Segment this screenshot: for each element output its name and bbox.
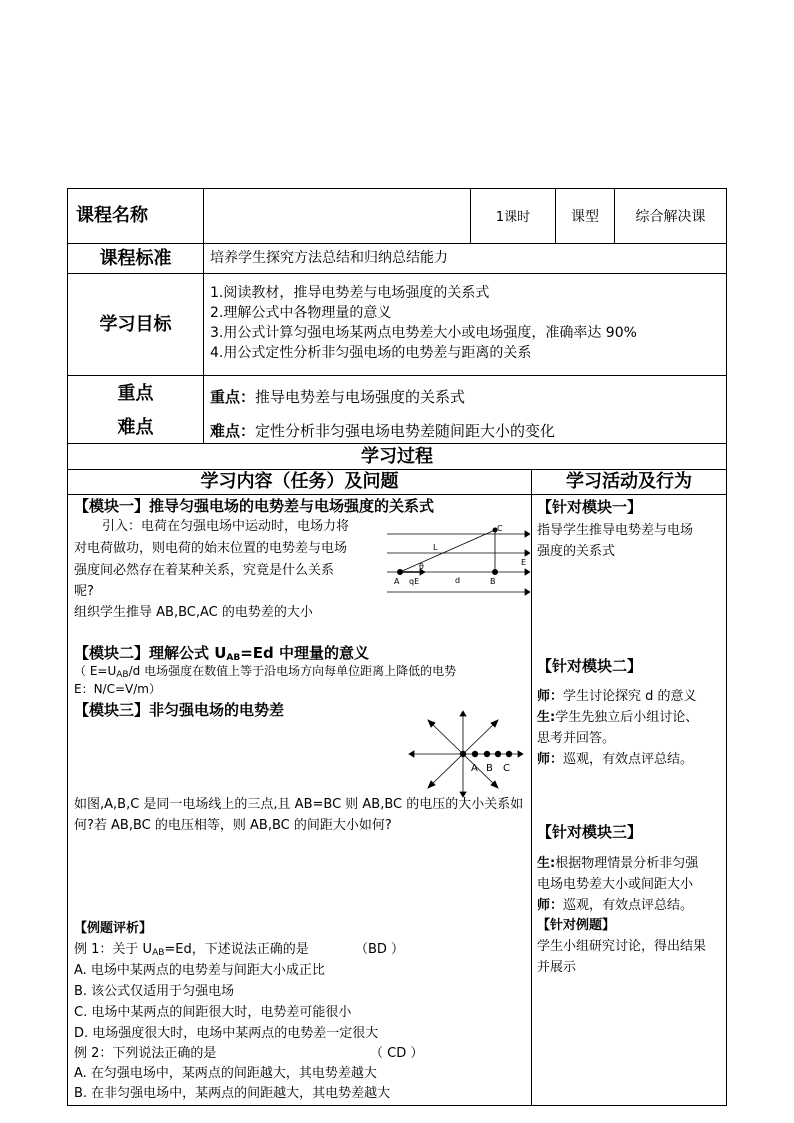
uniform-field-diagram (385, 520, 530, 600)
goals-label: 学习目标 (99, 314, 172, 335)
table-border-right (726, 188, 727, 1106)
right-module1-line: 指导学生推导电势差与电场 (537, 523, 694, 538)
module1-task: 组织学生推导 AB,BC,AC 的电势差的大小 (74, 605, 313, 620)
table-rule (67, 243, 727, 244)
table-border-bottom (67, 1105, 727, 1106)
right-module1-line: 强度的关系式 (537, 544, 616, 559)
example1-option: B. 该公式仅适用于匀强电场 (74, 984, 235, 999)
module2-line: （ $E=U_{AB}/d$ 电场强度在数值上等于沿电场方向每单位距离上降低的电势 (74, 664, 457, 680)
goal-item: 2.理解公式中各物理量的意义 (210, 305, 392, 321)
right-module3-line: 师：巡观，有效点评总结。 (537, 898, 694, 913)
goal-item: 4.用公式定性分析非匀强电场的电势差与距离的关系 (210, 345, 532, 361)
table-rule (67, 494, 727, 495)
example1-option: D. 电场强度很大时，电场中某两点的电势差一定很大 (74, 1026, 379, 1041)
difficult-point: 难点：定性分析非匀强电场电势差随间距大小的变化 (210, 422, 556, 440)
example1-option: A. 电场中某两点的电势差与间距大小成正比 (74, 963, 325, 978)
module1-intro-line: 呢? (74, 584, 94, 599)
table-rule (67, 443, 727, 444)
module3-question: 如图,A,B,C 是同一电场线上的三点,且 AB=BC 则 AB,BC 的电压的大小关系如 (74, 797, 524, 812)
right-module1-title: 【针对模块一】 (537, 498, 643, 516)
right-module3-line: 生:根据物理情景分析非匀强 (537, 856, 699, 871)
example2-stem: 例 2：下列说法正确的是 (74, 1046, 217, 1061)
label-qe: qE (409, 577, 420, 586)
difficult-label: 难点 (117, 417, 154, 438)
nonuniform-field-diagram (408, 710, 526, 800)
example2-answer: （ CD ） (370, 1046, 424, 1061)
label-b: B (490, 577, 496, 586)
left-column-header: 学习内容（任务）及问题 (200, 471, 399, 492)
module3-question: 何?若 AB,BC 的电压相等，则 AB,BC 的间距大小如何? (74, 818, 392, 833)
example1-stem: 例 1：关于 $U_{AB}=Ed$，下述说法正确的是 (74, 942, 309, 958)
table-rule (531, 469, 532, 1106)
course-name-label: 课程名称 (76, 205, 148, 226)
label-theta: θ (419, 562, 424, 571)
module2-title: 【模块二】理解公式 $U_{AB}=Ed$ 中理量的意义 (74, 644, 370, 663)
right-examples-title: 【针对例题】 (537, 918, 616, 933)
right-examples-line: 并展示 (537, 960, 577, 975)
right-examples-line: 学生小组研究讨论，得出结果 (537, 939, 707, 954)
label-a: A (471, 763, 478, 774)
module3-title: 【模块三】非匀强电场的电势差 (74, 701, 285, 719)
label-c: C (503, 763, 510, 774)
right-module2-line: 师：学生讨论探究 d 的意义 (537, 689, 697, 704)
goal-item: 3.用公式计算匀强电场某两点电势差大小或电场强度，准确率达 90% (210, 325, 637, 341)
table-rule (203, 188, 204, 444)
standard-text: 培养学生探究方法总结和归纳总结能力 (210, 250, 448, 266)
table-rule (67, 375, 727, 376)
module1-intro-line: 强度间必然存在着某种关系，究竟是什么关系 (74, 563, 335, 578)
example2-option: B. 在非匀强电场中，某两点的间距越大，其电势差越大 (74, 1086, 391, 1101)
label-b: B (486, 763, 493, 774)
key-label: 重点 (117, 383, 154, 404)
label-l: L (433, 543, 438, 552)
right-module2-line: 师：巡观，有效点评总结。 (537, 752, 694, 767)
goal-item: 1.阅读教材，推导电势差与电场强度的关系式 (210, 285, 490, 301)
label-a: A (394, 577, 400, 586)
right-module2-line: 生:学生先独立后小组讨论、 (537, 710, 699, 725)
right-module3-title: 【针对模块三】 (537, 823, 643, 841)
type-value: 综合解决课 (635, 209, 706, 225)
example1-answer: （BD ） (355, 942, 405, 957)
label-c: C (497, 524, 503, 533)
module2-line: E：N/C=V/m） (74, 682, 161, 696)
example2-option: A. 在匀强电场中，某两点的间距越大，其电势差越大 (74, 1066, 377, 1081)
right-module3-line: 电场电势差大小或间距大小 (537, 877, 694, 892)
right-module2-line: 思考并回答。 (537, 731, 616, 746)
standard-label: 课程标准 (99, 248, 172, 269)
module1-intro-line: 对电荷做功，则电荷的始末位置的电势差与电场 (74, 541, 348, 556)
examples-title: 【例题评析】 (74, 921, 153, 936)
label-d: d (455, 576, 461, 585)
process-title: 学习过程 (361, 446, 433, 467)
right-module2-title: 【针对模块二】 (537, 657, 643, 675)
module1-intro-line: 引入：电荷在匀强电场中运动时，电场力将 (102, 519, 350, 534)
period: 1课时 (495, 210, 531, 225)
right-column-header: 学习活动及行为 (566, 471, 692, 492)
key-point: 重点：推导电势差与电场强度的关系式 (210, 388, 466, 406)
type-label: 课型 (571, 209, 599, 225)
example1-option: C. 电场中某两点的间距很大时，电势差可能很小 (74, 1005, 352, 1020)
table-rule (67, 273, 727, 274)
module1-title: 【模块一】推导匀强电场的电势差与电场强度的关系式 (74, 497, 435, 515)
label-e: E (521, 558, 527, 567)
table-border-top (67, 188, 727, 189)
table-rule (67, 469, 727, 470)
